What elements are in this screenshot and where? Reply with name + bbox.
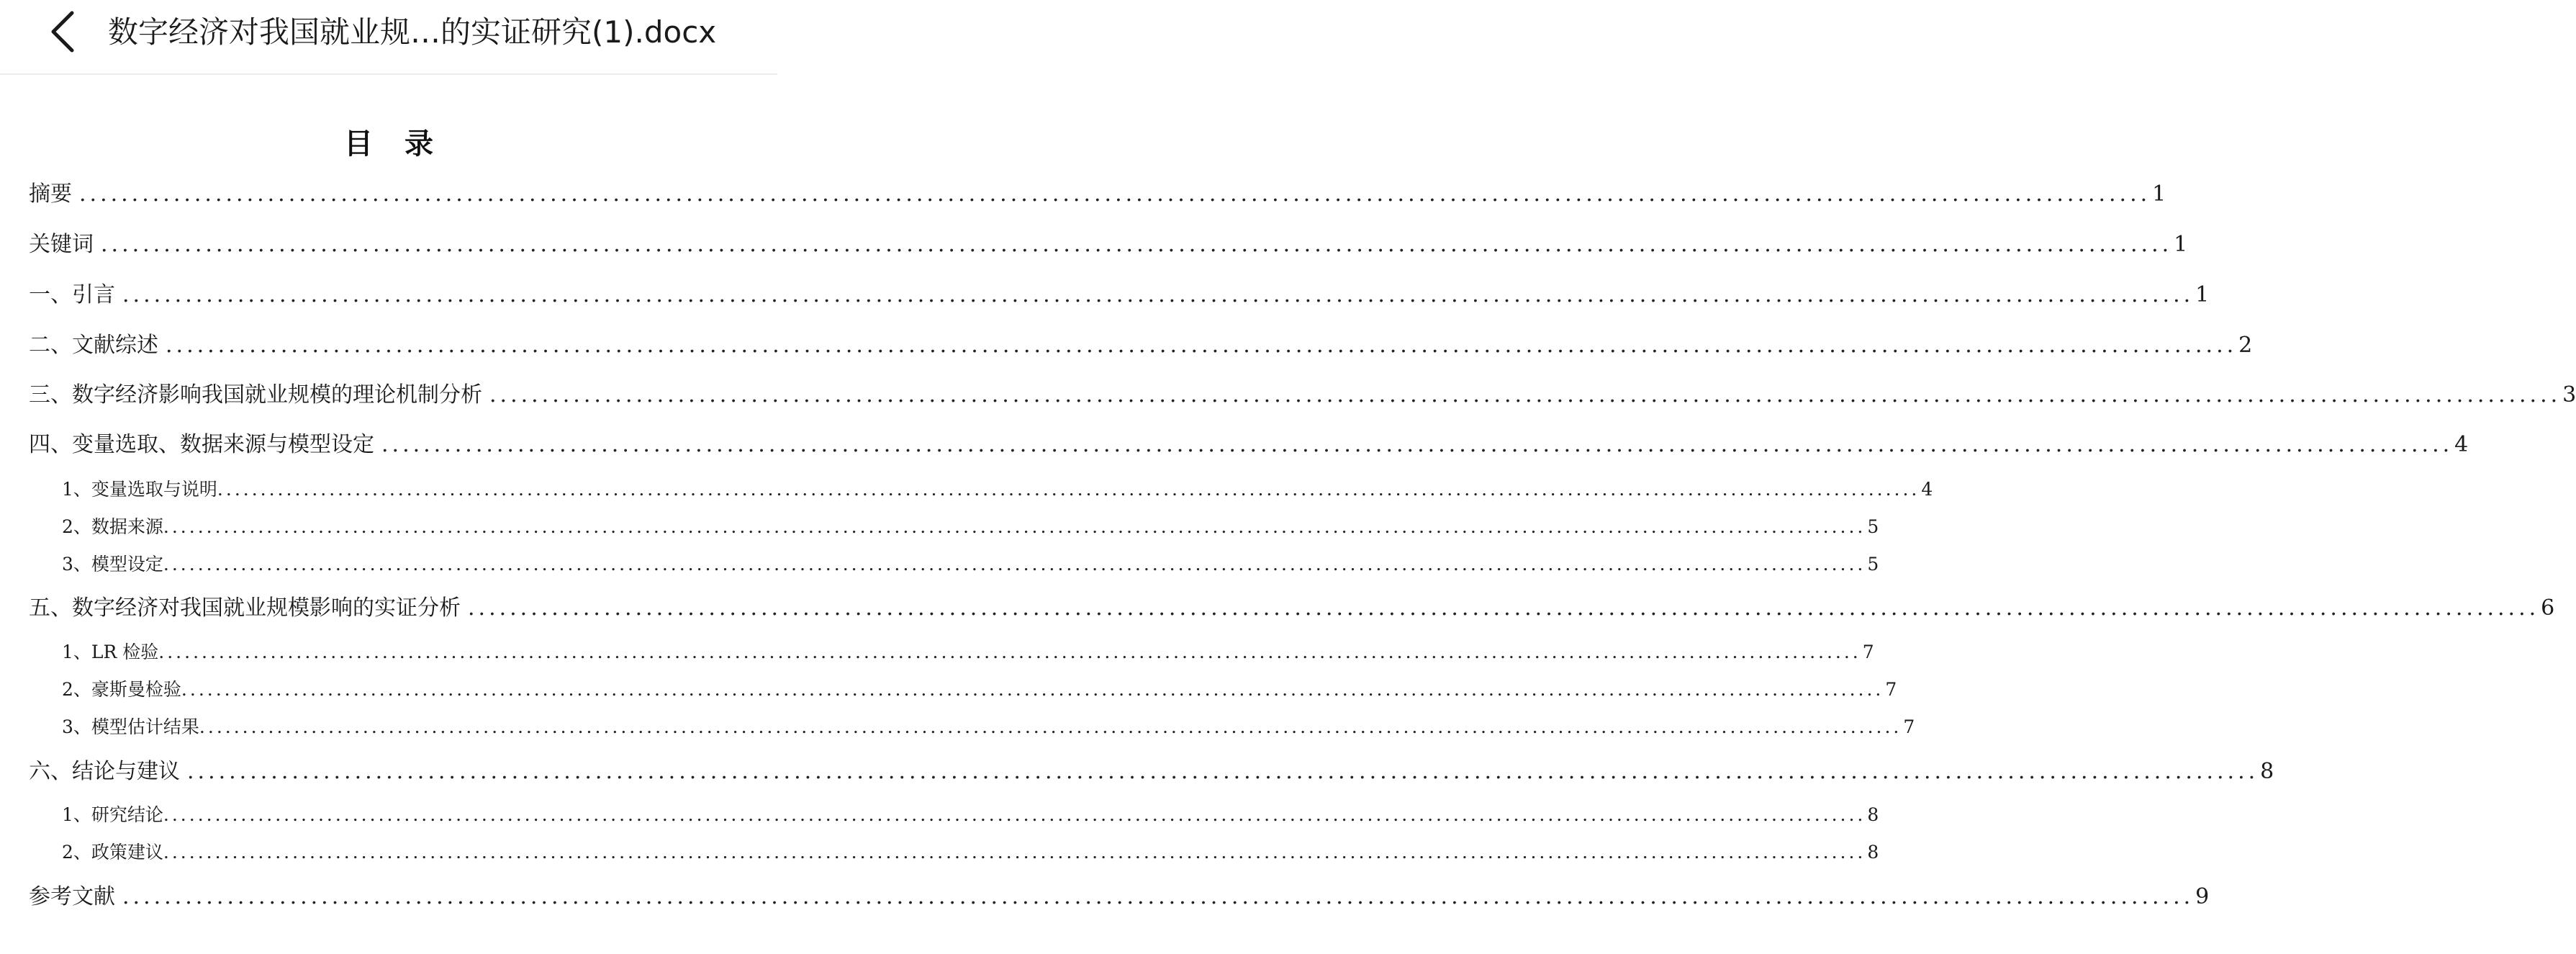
toc-leader: ......................................................................................................................................................................................................	[163, 842, 1866, 863]
toc-page-number: 6	[2541, 595, 2555, 621]
toc-leader: ......................................................................................................................................................................................................	[158, 642, 1861, 662]
toc-page-number: 5	[1867, 516, 1879, 537]
toc-leader: ......................................................................................................................................................................................................	[79, 181, 2151, 207]
toc-page-number: 1	[2174, 232, 2188, 257]
toc-entry[interactable]	[62, 639, 1874, 666]
toc-leader: ......................................................................................................................................................................................................	[163, 804, 1866, 825]
toc-entry-label: 六、结论与建议	[29, 759, 180, 784]
toc-page-number: 4	[1921, 479, 1933, 500]
toc-leader: ......................................................................................................................................................................................................	[122, 884, 2195, 909]
toc-page-number: 1	[2195, 282, 2210, 307]
toc-entry-label: 3、模型设定	[62, 554, 163, 575]
toc-page-number: 5	[1867, 554, 1879, 575]
toc-page-number: 2	[2238, 333, 2253, 358]
toc-leader: ......................................................................................................................................................................................................	[163, 554, 1866, 575]
toc-leader: ......................................................................................................................................................................................................	[163, 516, 1866, 537]
toc-leader: ......................................................................................................................................................................................................	[101, 232, 2173, 257]
toc-entry[interactable]	[62, 714, 1915, 741]
toc-leader: ......................................................................................................................................................................................................	[187, 759, 2259, 784]
toc-leader: ......................................................................................................................................................................................................	[166, 333, 2238, 358]
toc-leader: ......................................................................................................................................................................................................	[199, 716, 1902, 737]
toc-entry[interactable]	[62, 839, 1879, 866]
toc-entry-label: 参考文献	[29, 884, 115, 909]
toc-heading: 目录	[344, 127, 465, 161]
toc-leader: ......................................................................................................................................................................................................	[217, 479, 1920, 500]
toc-entry-label: 1、LR 检验	[62, 642, 159, 662]
toc-page-number: 7	[1862, 642, 1874, 662]
toc-page-number: 8	[1867, 804, 1879, 825]
toc-entry[interactable]	[62, 551, 1879, 578]
toc-leader: ......................................................................................................................................................................................................	[181, 679, 1884, 700]
toc-leader: ......................................................................................................................................................................................................	[489, 382, 2562, 408]
toc-entry-label: 二、文献综述	[29, 333, 158, 358]
toc-entry[interactable]	[29, 229, 2188, 261]
document-title: 数字经济对我国就业规…的实证研究(1).docx	[108, 14, 717, 50]
toc-page-number: 7	[1903, 716, 1915, 737]
toc-entry-label: 三、数字经济影响我国就业规模的理论机制分析	[29, 382, 482, 408]
toc-page-number: 8	[1867, 842, 1879, 863]
toc-entry[interactable]	[62, 676, 1897, 703]
toc-page-number: 7	[1885, 679, 1897, 700]
toc-leader: ......................................................................................................................................................................................................	[381, 432, 2454, 457]
toc-page-number: 8	[2260, 759, 2274, 784]
toc-entry[interactable]	[29, 179, 2166, 210]
toc-page-number: 4	[2454, 432, 2469, 457]
toc-entry[interactable]	[29, 379, 2576, 411]
toc-entry-label: 2、豪斯曼检验	[62, 679, 181, 700]
toc-entry-label: 关键词	[29, 232, 94, 257]
toc-entry-label: 四、变量选取、数据来源与模型设定	[29, 432, 374, 457]
toc-leader: ......................................................................................................................................................................................................	[122, 282, 2195, 307]
toc-leader: ......................................................................................................................................................................................................	[468, 595, 2540, 621]
toc-entry-label: 3、模型估计结果	[62, 716, 199, 737]
toc-entry[interactable]	[29, 429, 2469, 461]
toc-entry-label: 一、引言	[29, 282, 115, 307]
toc-entry[interactable]	[62, 801, 1879, 829]
toc-page-number: 3	[2562, 382, 2576, 408]
toc-page-number: 1	[2152, 181, 2166, 207]
toc-entry-label: 五、数字经济对我国就业规模影响的实证分析	[29, 595, 461, 621]
toc-entry-label: 2、数据来源	[62, 516, 163, 537]
toc-entry[interactable]	[29, 756, 2274, 788]
toc-entry[interactable]	[29, 279, 2210, 311]
toc-entry[interactable]	[29, 330, 2253, 361]
toc-entry[interactable]	[62, 476, 1933, 503]
toc-page-number: 9	[2195, 884, 2210, 909]
toc-entry[interactable]	[29, 593, 2555, 624]
toc-entry[interactable]	[29, 881, 2210, 913]
toc-entry-label: 1、变量选取与说明	[62, 479, 217, 500]
toc-entry-label: 摘要	[29, 181, 72, 207]
toc-entry[interactable]	[62, 513, 1879, 541]
toc-entry-label: 1、研究结论	[62, 804, 163, 825]
toc-entry-label: 2、政策建议	[62, 842, 163, 863]
